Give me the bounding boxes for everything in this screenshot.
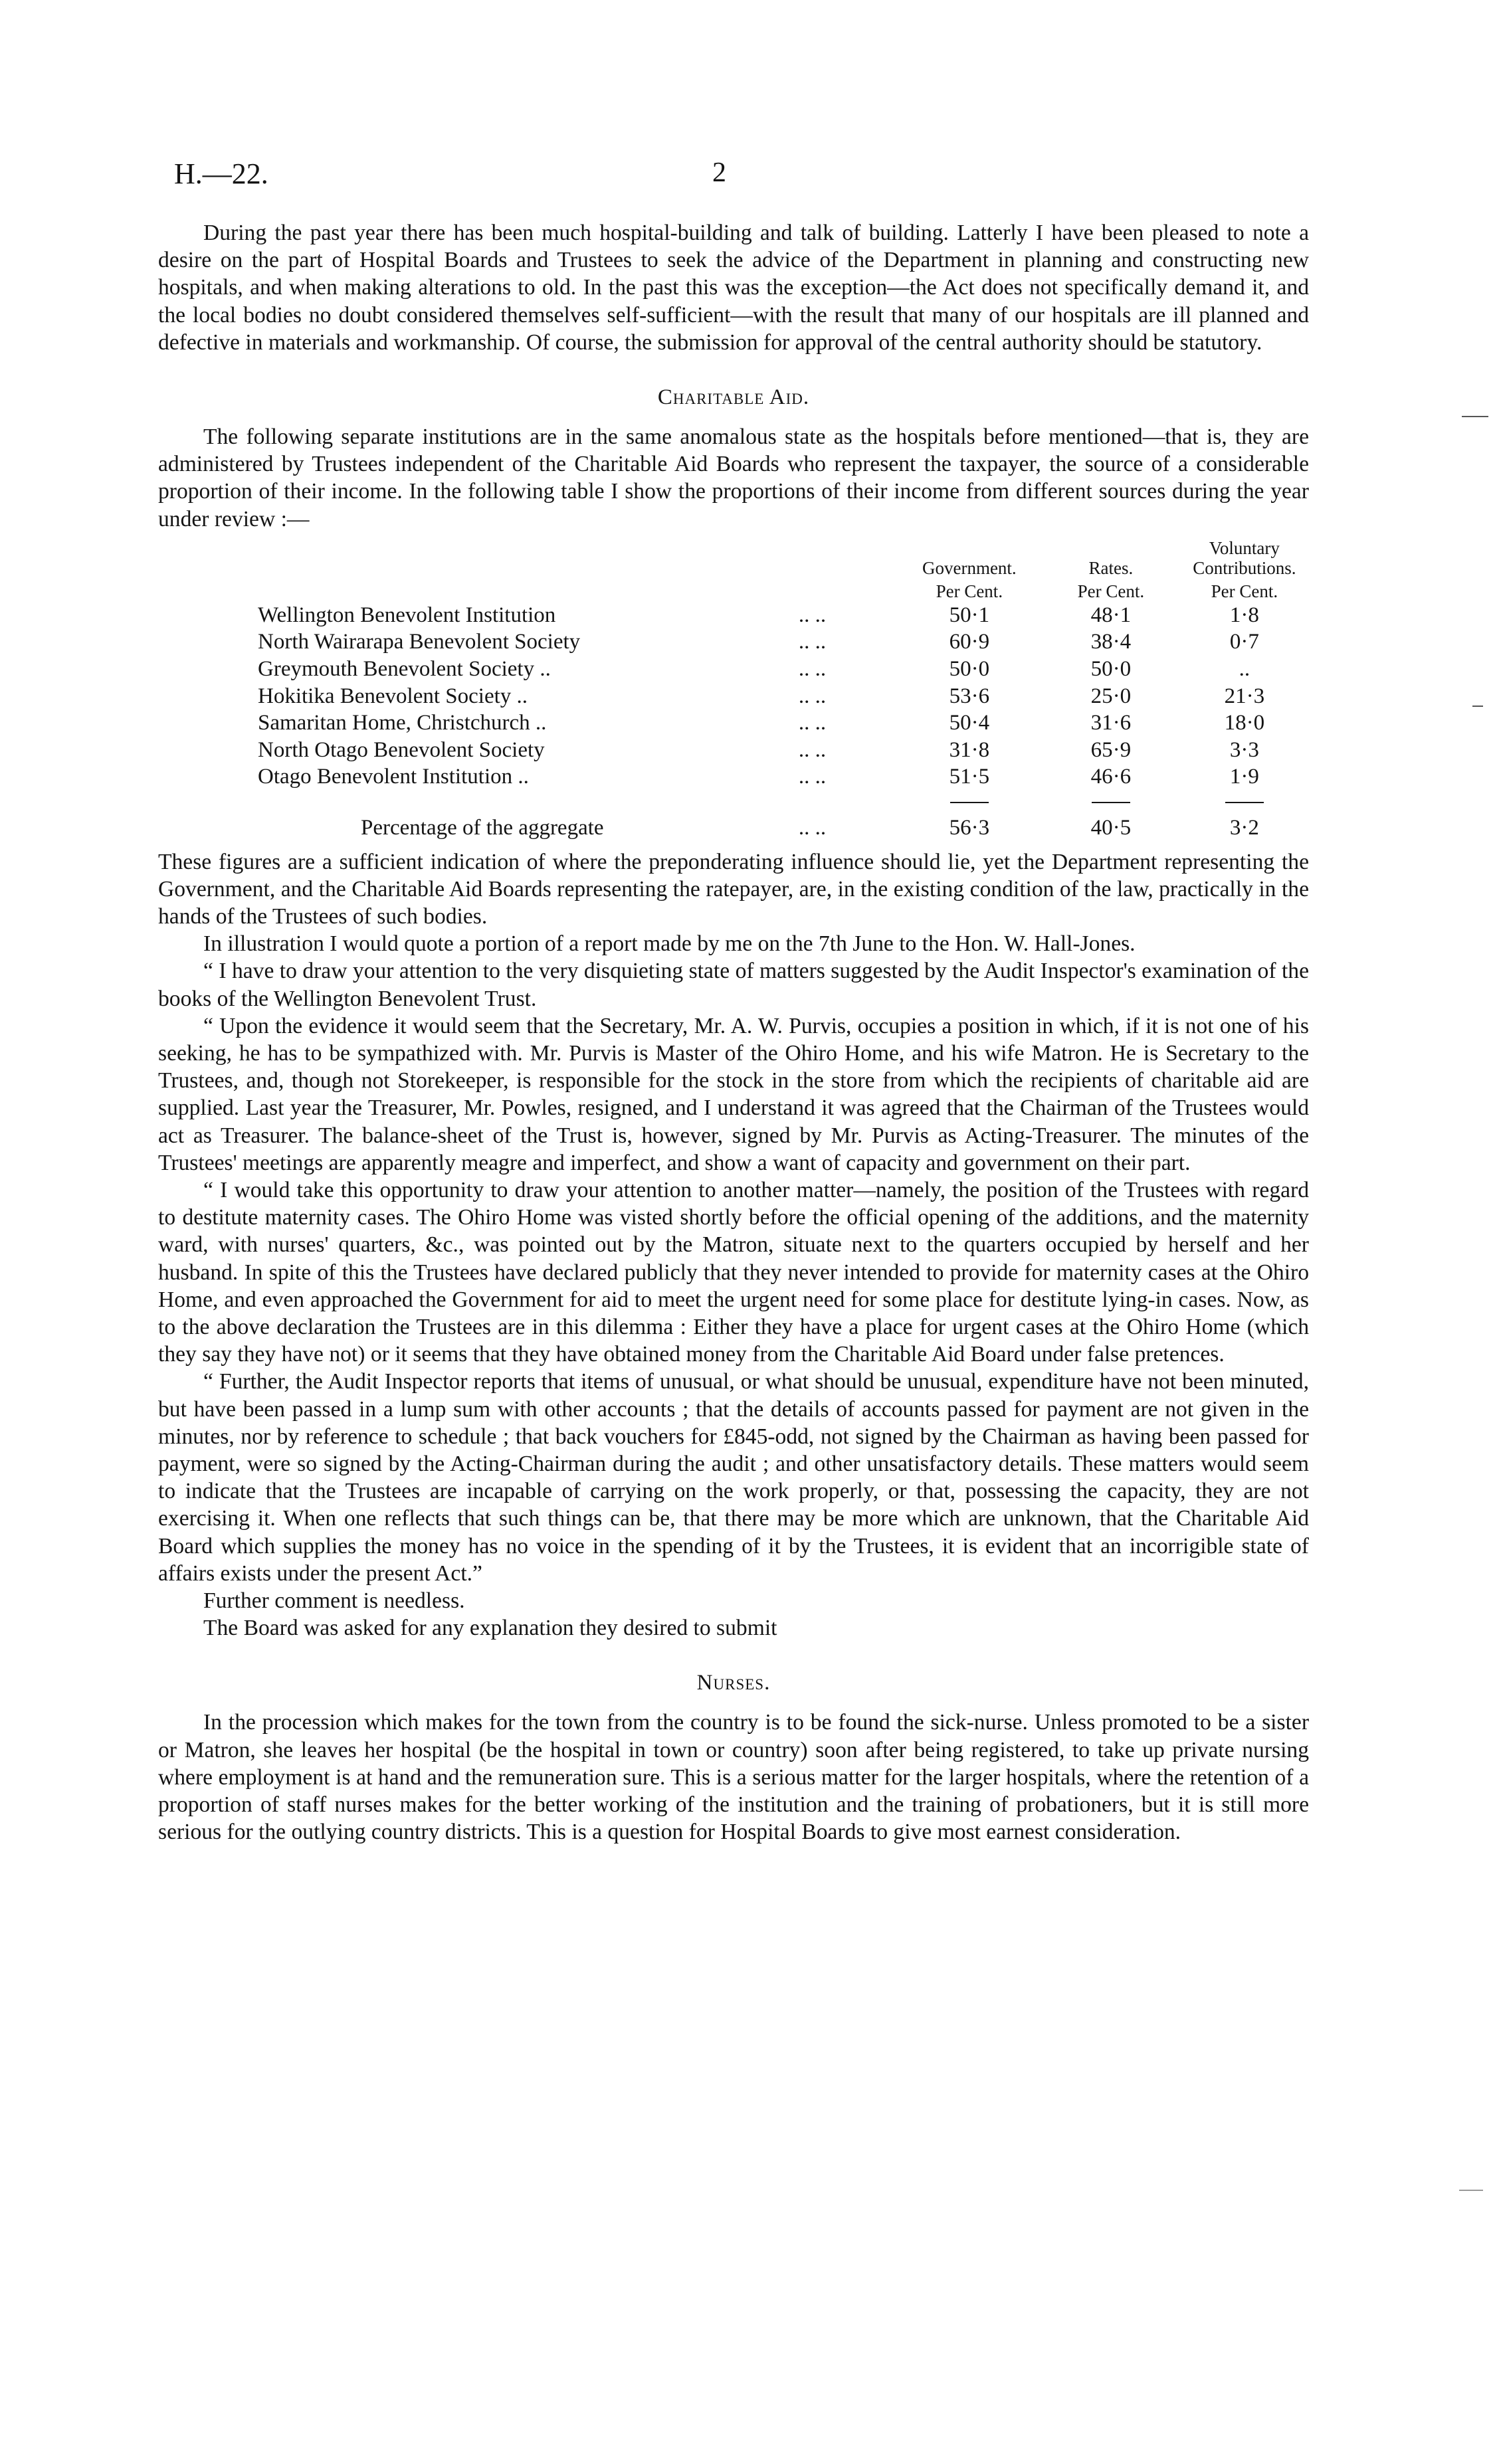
aggregate-voluntary: 3·2 — [1229, 815, 1259, 840]
margin-mark — [1472, 706, 1483, 707]
column-header-government: Government. — [922, 557, 1017, 578]
leader-dots: .. .. — [798, 711, 827, 735]
intro-paragraph: During the past year there has been much hospital-building and talk of building. Latterly I have been pleased to note a desire on the part of Hospital Boards and Trustees to seek the advice of the Department in planning and constructing new hospitals, and when making alterations to old. In the past this was the exception—the Act does not specifically demand it, and the local bodies no doubt considered themselves self-sufficient—with the result that many of our hospitals are ill planned and defective in materials and workmanship. Of course, the submission for approval of the central authority should be statutory. — [158, 221, 1309, 355]
margin-mark — [1462, 416, 1488, 417]
government-value: 50·0 — [949, 657, 990, 682]
table-row — [258, 737, 1309, 764]
nurses-paragraph: In the procession which makes for the town from the country is to be found the sick-nurse. Unless promoted to be a sister or Matron, she leaves her hospital (be the hospital in town or country) soon after being registered, to take up private nursing where employment is at hand and the remuneration sure. This is a serious matter for the larger hospitals, where the retention of a proportion of staff nurses makes for the better working of the institution and the training of probationers, but it is still more serious for the outlying country districts. This is a question for Hospital Boards to give most earnest consideration. — [158, 1710, 1309, 1845]
government-value: 50·4 — [949, 711, 990, 735]
rates-value: 46·6 — [1090, 765, 1132, 789]
rates-value: 50·0 — [1090, 657, 1132, 682]
table-row — [258, 763, 1309, 791]
table-rule-row — [258, 791, 1309, 814]
rates-value: 48·1 — [1090, 603, 1132, 627]
quote-paragraph: “ I would take this opportunity to draw your attention to another matter—namely, the position of the Trustees with regard to destitute maternity cases. The Ohiro Home was visted shortly before the official opening of the additions, and the maternity ward, with nurses' quarters, &c., was pointed out by the Matron, situate next to the quarters occupied by herself and her husband. In spite of this the Trustees have declared publicly that they never intended to provide for maternity cases at the Ohiro Home, and even approached the Government for aid to meet the urgent need for some place for destitute lying-in cases. Now, as to the above declaration the Trustees are in this dilemma : Either they have a place for urgent cases at the Ohiro Home (which they say they have not) or it seems that they have obtained money from the Charitable Aid Board under false pretences. — [158, 1178, 1309, 1367]
page-body — [158, 219, 1309, 1846]
voluntary-value: 21·3 — [1224, 684, 1265, 708]
government-value: 53·6 — [949, 684, 990, 708]
leader-dots: .. .. — [798, 603, 827, 627]
table-row — [258, 656, 1309, 683]
leader-dots: .. .. — [798, 684, 827, 708]
voluntary-value: 1·9 — [1229, 765, 1259, 789]
charitable-aid-intro: The following separate institutions are in the same anomalous state as the hospitals before mentioned—that is, they are administered by Trustees independent of the Charitable Aid Boards who represent the taxpayer, the source of a considerable proportion of their income. In the following table I show the proportions of their income from different sources during the year under review :— — [158, 425, 1309, 531]
institution-name: Otago Benevolent Institution .. — [258, 765, 529, 789]
total-rule — [1092, 802, 1130, 803]
table-row — [258, 628, 1309, 656]
voluntary-value: .. — [1239, 657, 1250, 682]
paragraph-comment: Further comment is needless. — [203, 1588, 465, 1614]
institution-name: North Otago Benevolent Society — [258, 737, 545, 762]
nurses-heading: Nurses. — [696, 1671, 771, 1695]
rates-value: 31·6 — [1090, 711, 1132, 735]
aggregate-label: Percentage of the aggregate — [361, 815, 604, 840]
paragraph-illustration: In illustration I would quote a portion of a report made by me on the 7th June to the Hon. W. Hall-Jones. — [203, 931, 1136, 957]
voluntary-value: 0·7 — [1229, 630, 1259, 654]
leader-dots: .. .. — [798, 737, 827, 762]
aggregate-rates: 40·5 — [1090, 815, 1132, 840]
column-header-voluntary: Voluntary Contributions. — [1193, 537, 1296, 578]
leader-dots: .. .. — [798, 630, 827, 654]
institution-name: Hokitika Benevolent Society .. — [258, 684, 528, 708]
leader-dots: .. .. — [798, 657, 827, 682]
institution-name: Greymouth Benevolent Society .. — [258, 657, 551, 682]
page-number: 2 — [712, 157, 726, 188]
table-row — [258, 710, 1309, 737]
aggregate-row — [258, 814, 1309, 842]
table-units-row — [258, 581, 1309, 602]
institution-name: Samaritan Home, Christchurch .. — [258, 711, 547, 735]
table-header-row — [258, 538, 1309, 581]
government-value: 60·9 — [949, 630, 990, 654]
quote-paragraph: “ Upon the evidence it would seem that the Secretary, Mr. A. W. Purvis, occupies a position in which, if it is not one of his seeking, he has to be sympathized with. Mr. Purvis is Master of the Ohiro Home, and his wife Matron. He is Secretary to the Trustees, and, though not Storekeeper, is responsible for the stock in the store from which the recipients of charitable aid are supplied. Last year the Treasurer, Mr. Powles, resigned, and I understand it was agreed that the Chairman of the Trustees would act as Treasurer. The balance-sheet of the Trust is, however, signed by Mr. Purvis as Acting-Treasurer. The minutes of the Trustees' meetings are apparently meagre and imperfect, and show a want of capacity and government on their part. — [158, 1013, 1309, 1175]
rates-value: 25·0 — [1090, 684, 1132, 708]
document-reference: H.—22. — [174, 157, 268, 190]
quote-paragraph: “ Further, the Audit Inspector reports that items of unusual, or what should be unusual, expenditure have not been minuted, but have been passed in a lump sum with other accounts ; that the details of accounts passed for payment are not given in the minutes, nor by reference to schedule ; that back vouchers for £845-odd, not signed by the Chairman as having been passed for payment, were so signed by the Acting-Chairman during the audit ; and other unsatisfactory details. These matters would seem to indicate that the Trustees are incapable of carrying on the work properly, or that, possessing the capacity, they are not exercising it. When one reflects that such things can be, that there may be more which are unknown, that the Charitable Aid Board which supplies the money has no voice in the spending of it by the Trustees, it is evident that an incorrigible state of affairs exists under the present Act.” — [158, 1369, 1309, 1586]
page-header — [174, 157, 1325, 197]
column-header-rates: Rates. — [1088, 557, 1134, 578]
charitable-aid-heading: Charitable Aid. — [657, 385, 810, 410]
paragraph-board: The Board was asked for any explanation they desired to submit — [203, 1616, 777, 1641]
total-rule — [950, 802, 989, 803]
voluntary-value: 1·8 — [1229, 603, 1259, 627]
voluntary-value: 18·0 — [1224, 711, 1265, 735]
total-rule — [1225, 802, 1264, 803]
unit-label: Per Cent. — [1077, 581, 1145, 601]
leader-dots: .. .. — [798, 815, 827, 840]
rates-value: 38·4 — [1090, 630, 1132, 654]
table-row — [258, 602, 1309, 629]
institution-name: North Wairarapa Benevolent Society — [258, 630, 581, 654]
income-proportions-table — [258, 538, 1309, 842]
government-value: 51·5 — [949, 765, 990, 789]
table-row — [258, 683, 1309, 710]
unit-label: Per Cent. — [936, 581, 1003, 601]
rates-value: 65·9 — [1090, 737, 1132, 762]
quote-paragraph: “ I have to draw your attention to the very disquieting state of matters suggested by the Audit Inspector's examination of the books of the Wellington Benevolent Trust. — [158, 959, 1309, 1011]
government-value: 50·1 — [949, 603, 990, 627]
paragraph-figures: These figures are a sufficient indication of where the preponderating influence should lie, yet the Department representing the Government, and the Charitable Aid Boards representing the ratepayer, are, in the existing condition of the law, practically in the hands of the Trustees of such bodies. — [158, 849, 1309, 929]
margin-mark — [1459, 2190, 1483, 2191]
institution-name: Wellington Benevolent Institution — [258, 603, 556, 627]
unit-label: Per Cent. — [1211, 581, 1278, 601]
voluntary-value: 3·3 — [1229, 737, 1259, 762]
leader-dots: .. .. — [798, 765, 827, 789]
government-value: 31·8 — [949, 737, 990, 762]
aggregate-government: 56·3 — [949, 815, 990, 840]
